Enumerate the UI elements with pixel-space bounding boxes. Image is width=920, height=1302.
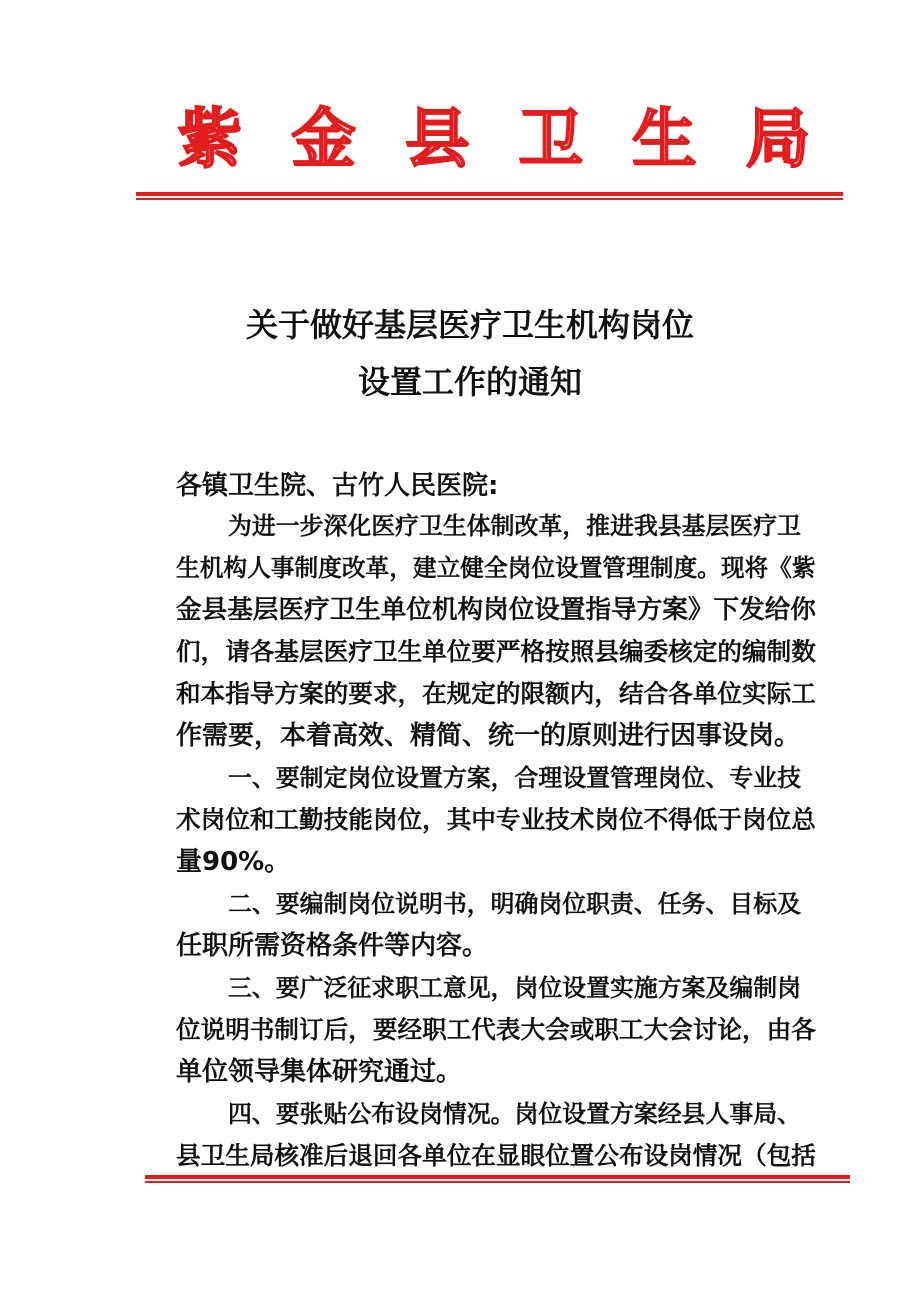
body-line: 和本指导方案的要求，在规定的限额内，结合各单位实际工: [176, 679, 816, 708]
letterhead-char: 金: [291, 102, 356, 177]
body-line: 生机构人事制度改革，建立健全岗位设置管理制度。现将《紫: [176, 554, 816, 582]
body-line: 县卫生局核准后退回各单位在显眼位置公布设岗情况（包括: [176, 1141, 816, 1170]
body-line: 单位领导集体研究通过。: [176, 1057, 463, 1087]
footer-divider: [145, 1175, 850, 1185]
body-line: 二、要编制岗位说明书，明确岗位职责、任务、目标及: [228, 890, 801, 918]
letterhead-char: 生: [632, 102, 697, 177]
body-line: 为进一步深化医疗卫生体制改革，推进我县基层医疗卫: [228, 512, 801, 540]
body-line: 位说明书制订后，要经职工代表大会或职工大会讨论，由各: [176, 1015, 816, 1044]
addressee: 各镇卫生院、古竹人民医院:: [176, 471, 499, 501]
letterhead-char: 县: [405, 102, 470, 177]
body-line: 作需要，本着高效、精简、统一的原则进行因事设岗。: [176, 721, 801, 751]
body-line: 任职所需资格条件等内容。: [176, 931, 489, 961]
body-line: 金县基层医疗卫生单位机构岗位设置指导方案》下发给你: [176, 595, 816, 625]
body-line: 们，请各基层医疗卫生单位要严格按照县编委核定的编制数: [176, 637, 816, 666]
letterhead-char: 局: [745, 102, 810, 177]
letterhead-char: 紫: [178, 102, 242, 177]
letterhead-char: 卫: [518, 102, 583, 177]
notice-title-line-1: 关于做好基层医疗卫生机构岗位: [245, 306, 694, 344]
letterhead-divider: [136, 192, 843, 202]
notice-title-line-2: 设置工作的通知: [357, 363, 582, 401]
body-line: 量90%。: [176, 847, 291, 877]
body-line: 一、要制定岗位设置方案，合理设置管理岗位、专业技: [228, 764, 801, 792]
letterhead: [178, 100, 810, 180]
body-line: 四、要张贴公布设岗情况。岗位设置方案经县人事局、: [228, 1100, 801, 1128]
body-line: 术岗位和工勤技能岗位，其中专业技术岗位不得低于岗位总: [176, 805, 816, 834]
body-line: 三、要广泛征求职工意见，岗位设置实施方案及编制岗: [228, 974, 801, 1002]
